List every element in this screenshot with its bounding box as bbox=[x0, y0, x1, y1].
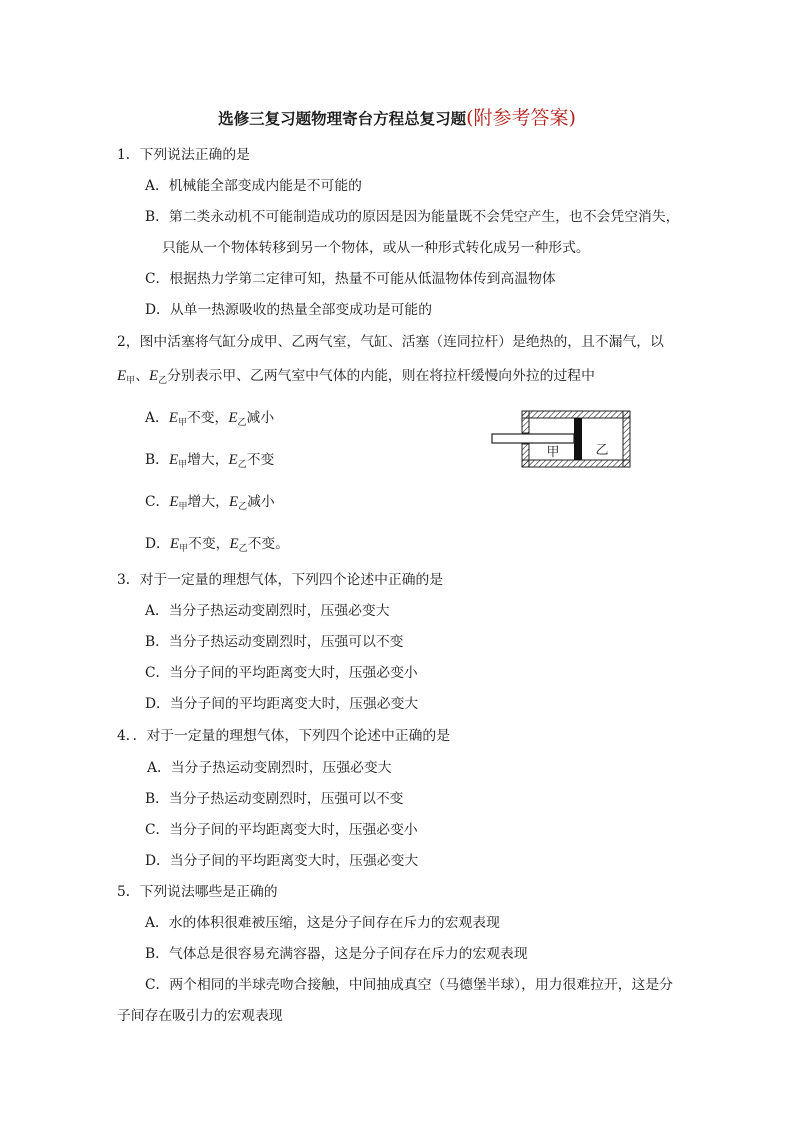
q5-stem: 5．下列说法哪些是正确的 bbox=[117, 884, 278, 900]
energy-symbol: E bbox=[228, 494, 239, 510]
subscript-yi: 乙 bbox=[237, 460, 247, 470]
q3-option-c: C．当分子间的平均距离变大时，压强必变小 bbox=[145, 665, 418, 681]
option-text: 不变， bbox=[188, 536, 230, 552]
subscript-yi: 乙 bbox=[237, 418, 247, 428]
subscript-jia: 甲 bbox=[178, 460, 188, 470]
cylinder-right-wall bbox=[623, 411, 630, 467]
option-text: 不变。 bbox=[247, 536, 290, 552]
q2-option-c bbox=[145, 492, 275, 517]
option-label: D． bbox=[145, 536, 170, 552]
q2-stem-rest: 分别表示甲、乙两气室中气体的内能，则在将拉杆缓慢向外拉的过程中 bbox=[167, 368, 595, 384]
subscript-yi: 乙 bbox=[238, 544, 248, 554]
q2-option-b bbox=[145, 450, 274, 475]
piston-rod bbox=[492, 434, 574, 443]
option-text: 增大， bbox=[187, 452, 229, 468]
subscript-jia: 甲 bbox=[179, 544, 189, 554]
q3-option-a: A．当分子热运动变剧烈时，压强必变大 bbox=[145, 603, 390, 619]
option-label: C． bbox=[145, 494, 170, 510]
subscript-yi: 乙 bbox=[158, 376, 168, 386]
q2-stem-line2 bbox=[117, 366, 595, 391]
energy-symbol: E bbox=[169, 494, 179, 510]
cylinder-top-wall bbox=[522, 411, 630, 418]
q1-option-b-line1: B．第二类永动机不可能制造成功的原因是因为能量既不会凭空产生，也不会凭空消失， bbox=[145, 209, 680, 225]
q3-option-d: D．当分子间的平均距离变大时，压强必变大 bbox=[145, 696, 419, 712]
q3-stem: 3．对于一定量的理想气体，下列四个论述中正确的是 bbox=[117, 572, 444, 588]
subscript-jia: 甲 bbox=[177, 418, 187, 428]
q1-option-b-line2: 只能从一个物体转移到另一个物体，或从一种形式转化成另一种形式。 bbox=[162, 240, 590, 256]
option-label: A． bbox=[145, 410, 169, 426]
q2-option-a bbox=[145, 408, 274, 433]
q1-stem: 1．下列说法正确的是 bbox=[117, 147, 250, 163]
q2-option-d bbox=[145, 534, 289, 559]
cylinder-bottom-wall bbox=[522, 460, 630, 467]
page-title bbox=[0, 103, 794, 130]
option-text: 减小 bbox=[246, 410, 275, 426]
title-suffix: (附参考答案) bbox=[466, 107, 576, 129]
energy-symbol: E bbox=[229, 536, 239, 552]
option-text: 不变 bbox=[246, 452, 275, 468]
q1-option-a: A．机械能全部变成内能是不可能的 bbox=[145, 178, 362, 194]
q5-option-a: A．水的体积很难被压缩，这是分子间存在斥力的宏观表现 bbox=[145, 915, 500, 931]
option-text: 减小 bbox=[247, 494, 275, 510]
q5-option-c-line1: C．两个相同的半球壳吻合接触，中间抽成真空（马德堡半球），用力很难拉开，这是分 bbox=[145, 977, 673, 993]
q1-option-c: C．根据热力学第二定律可知，热量不可能从低温物体传到高温物体 bbox=[145, 271, 556, 287]
energy-symbol: E bbox=[117, 368, 127, 384]
q1-option-d: D．从单一热源吸收的热量全部变成功是可能的 bbox=[145, 302, 432, 318]
option-label: B． bbox=[145, 452, 169, 468]
cylinder-left-wall-upper bbox=[522, 411, 529, 433]
piston bbox=[574, 418, 582, 460]
subscript-yi: 乙 bbox=[238, 502, 248, 512]
q4-option-d: D．当分子间的平均距离变大时，压强必变大 bbox=[145, 853, 419, 869]
q5-option-c-line2: 子间存在吸引力的宏观表现 bbox=[117, 1008, 283, 1024]
energy-symbol: E bbox=[228, 452, 238, 468]
energy-symbol: E bbox=[168, 410, 178, 426]
option-text: 不变， bbox=[186, 410, 229, 426]
energy-symbol: E bbox=[168, 452, 179, 468]
title-main: 选修三复习题物理寄台方程总复习题 bbox=[218, 109, 467, 128]
q2-stem-line1: 2，图中活塞将气缸分成甲、乙两气室，气缸、活塞（连同拉杆）是绝热的，且不漏气，以 bbox=[117, 334, 664, 350]
q4-option-b: B．当分子热运动变剧烈时，压强可以不变 bbox=[145, 791, 404, 807]
subscript-jia: 甲 bbox=[178, 502, 188, 512]
q3-option-b: B．当分子热运动变剧烈时，压强可以不变 bbox=[145, 634, 404, 650]
separator: 、 bbox=[135, 368, 149, 384]
option-text: 增大， bbox=[187, 494, 229, 510]
energy-symbol: E bbox=[169, 536, 180, 552]
q4-option-a: A．当分子热运动变剧烈时，压强必变大 bbox=[147, 760, 392, 776]
cylinder-left-wall-lower bbox=[522, 444, 529, 467]
q5-option-b: B．气体总是很容易充满容器，这是分子间存在斥力的宏观表现 bbox=[145, 946, 528, 962]
chamber-label-yi: 乙 bbox=[595, 443, 609, 458]
chamber-label-jia: 甲 bbox=[546, 445, 560, 460]
energy-symbol: E bbox=[148, 368, 159, 384]
q4-option-c: C．当分子间的平均距离变大时，压强必变小 bbox=[145, 822, 418, 838]
subscript-jia: 甲 bbox=[126, 376, 136, 386]
q4-stem: 4．．对于一定量的理想气体，下列四个论述中正确的是 bbox=[117, 728, 451, 744]
cylinder-piston-figure bbox=[490, 408, 640, 470]
energy-symbol: E bbox=[228, 410, 238, 426]
